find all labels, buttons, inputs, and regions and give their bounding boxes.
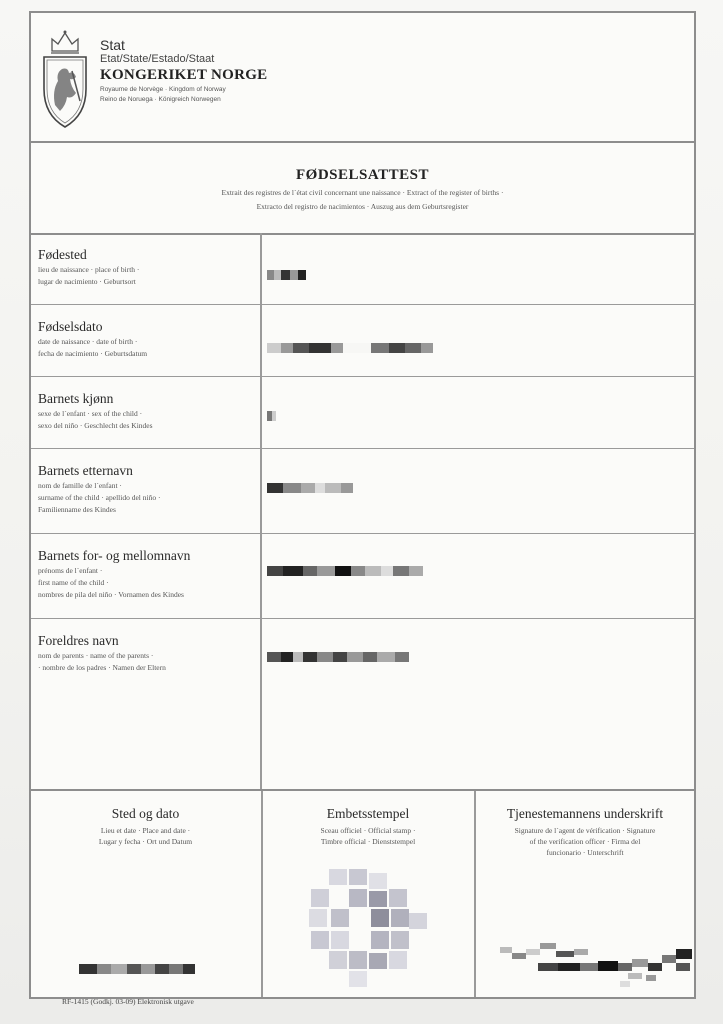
- field-row-parents: [31, 619, 694, 789]
- field-sublabel-line: Familienname des Kindes: [38, 505, 116, 514]
- signature-sublabel: [476, 825, 694, 858]
- certificate-frame: [29, 11, 696, 999]
- field-label-block: [38, 391, 258, 432]
- official-stamp-sublabel-line: Sceau officiel · Official stamp ·: [320, 826, 416, 835]
- field-sublabel-line: fecha de nacimiento · Geburtsdatum: [38, 349, 148, 358]
- field-label: Barnets for- og mellomnavn: [38, 548, 191, 563]
- field-row-sex: [31, 377, 694, 449]
- field-sublabel: [38, 650, 258, 674]
- issuer-etat: Etat/State/Estado/Staat: [100, 53, 215, 65]
- field-row-given-names: [31, 534, 694, 619]
- field-sublabel: [38, 408, 258, 432]
- form-footer: RF-1415 (Godkj. 03-09) Elektronisk utgave: [62, 997, 194, 1006]
- field-sublabel-line: lugar de nacimiento · Geburtsort: [38, 277, 136, 286]
- field-sublabel-line: nom de famille de l´enfant ·: [38, 481, 122, 490]
- issuer-header: [31, 13, 694, 143]
- field-sublabel-line: first name of the child ·: [38, 578, 109, 587]
- signature-sublabel-line: of the verification officer · Firma del: [529, 837, 641, 846]
- redacted-place-date: [79, 961, 195, 971]
- field-label-block: [38, 319, 258, 360]
- field-row-surname: [31, 449, 694, 534]
- redacted-value: [267, 343, 433, 353]
- blurred-signature-icon: [500, 933, 694, 993]
- field-label: Foreldres navn: [38, 633, 119, 648]
- field-sublabel: [38, 264, 258, 288]
- redacted-value: [267, 270, 306, 280]
- redacted-value: [267, 411, 276, 421]
- official-stamp-label: Embetsstempel: [326, 806, 410, 821]
- field-sublabel-line: sexo del niño · Geschlecht des Kindes: [38, 421, 153, 430]
- field-sublabel-line: date de naissance · date of birth ·: [38, 337, 138, 346]
- field-label: Barnets kjønn: [38, 391, 114, 406]
- document-subtitle-2: Extracto del registro de nacimientos · Auszug aus dem Geburtsregister: [256, 202, 469, 211]
- field-label-block: [38, 548, 258, 601]
- blurred-stamp-icon: [309, 869, 429, 987]
- signature-section: [31, 789, 694, 999]
- place-date-label: Sted og dato: [111, 806, 180, 821]
- field-row-birthplace: [31, 233, 694, 305]
- field-sublabel-line: prénoms de l´enfant ·: [38, 566, 103, 575]
- field-sublabel-line: · nombre de los padres · Namen der Eltern: [38, 663, 166, 672]
- field-label: Fødested: [38, 247, 87, 262]
- field-sublabel-line: nombres de pila del niño · Vornamen des Kindes: [38, 590, 184, 599]
- field-sublabel: [38, 480, 258, 516]
- field-sublabel: [38, 336, 258, 360]
- document-title-box: [31, 143, 694, 235]
- field-row-birthdate: [31, 305, 694, 377]
- issuer-stat: Stat: [100, 37, 125, 53]
- issuer-translation-1: Royaume de Norvège · Kingdom of Norway: [100, 86, 226, 93]
- issuer-text: [100, 38, 267, 105]
- field-sublabel-line: sexe de l´enfant · sex of the child ·: [38, 409, 143, 418]
- document-title: FØDSELSATTEST: [296, 167, 429, 183]
- issuer-translation-2: Reino de Noruega · Königreich Norwegen: [100, 96, 221, 103]
- redacted-value: [267, 566, 423, 576]
- redacted-value: [267, 483, 353, 493]
- field-sublabel: [38, 565, 258, 601]
- official-stamp-sublabel: [263, 825, 473, 847]
- place-date-box: [31, 791, 260, 997]
- field-sublabel-line: lieu de naissance · place of birth ·: [38, 265, 140, 274]
- field-sublabel-line: nom de parents · name of the parents ·: [38, 651, 154, 660]
- official-stamp-sublabel-line: Timbre official · Dienststempel: [320, 837, 416, 846]
- field-label-block: [38, 633, 258, 674]
- redacted-value: [267, 652, 409, 662]
- field-label-block: [38, 463, 258, 516]
- place-date-sublabel-line: Lieu et date · Place and date ·: [100, 826, 191, 835]
- signature-sublabel-line: funcionario · Unterschrift: [546, 848, 624, 857]
- place-date-sublabel-line: Lugar y fecha · Ort und Datum: [98, 837, 193, 846]
- signature-sublabel-line: Signature de l´agent de vérification · Signature: [514, 826, 656, 835]
- issuer-kingdom: KONGERIKET NORGE: [100, 67, 268, 83]
- signature-box: [476, 791, 694, 997]
- official-stamp-box: [263, 791, 473, 997]
- document-subtitle-1: Extrait des registres de l´état civil concernant une naissance · Extract of the register of births ·: [221, 188, 504, 197]
- field-label-block: [38, 247, 258, 288]
- field-label: Fødselsdato: [38, 319, 103, 334]
- field-sublabel-line: surname of the child · apellido del niño ·: [38, 493, 161, 502]
- field-label: Barnets etternavn: [38, 463, 133, 478]
- signature-label: Tjenestemannens underskrift: [506, 806, 664, 821]
- place-date-sublabel: [31, 825, 260, 847]
- norway-coat-of-arms-icon: [38, 27, 93, 132]
